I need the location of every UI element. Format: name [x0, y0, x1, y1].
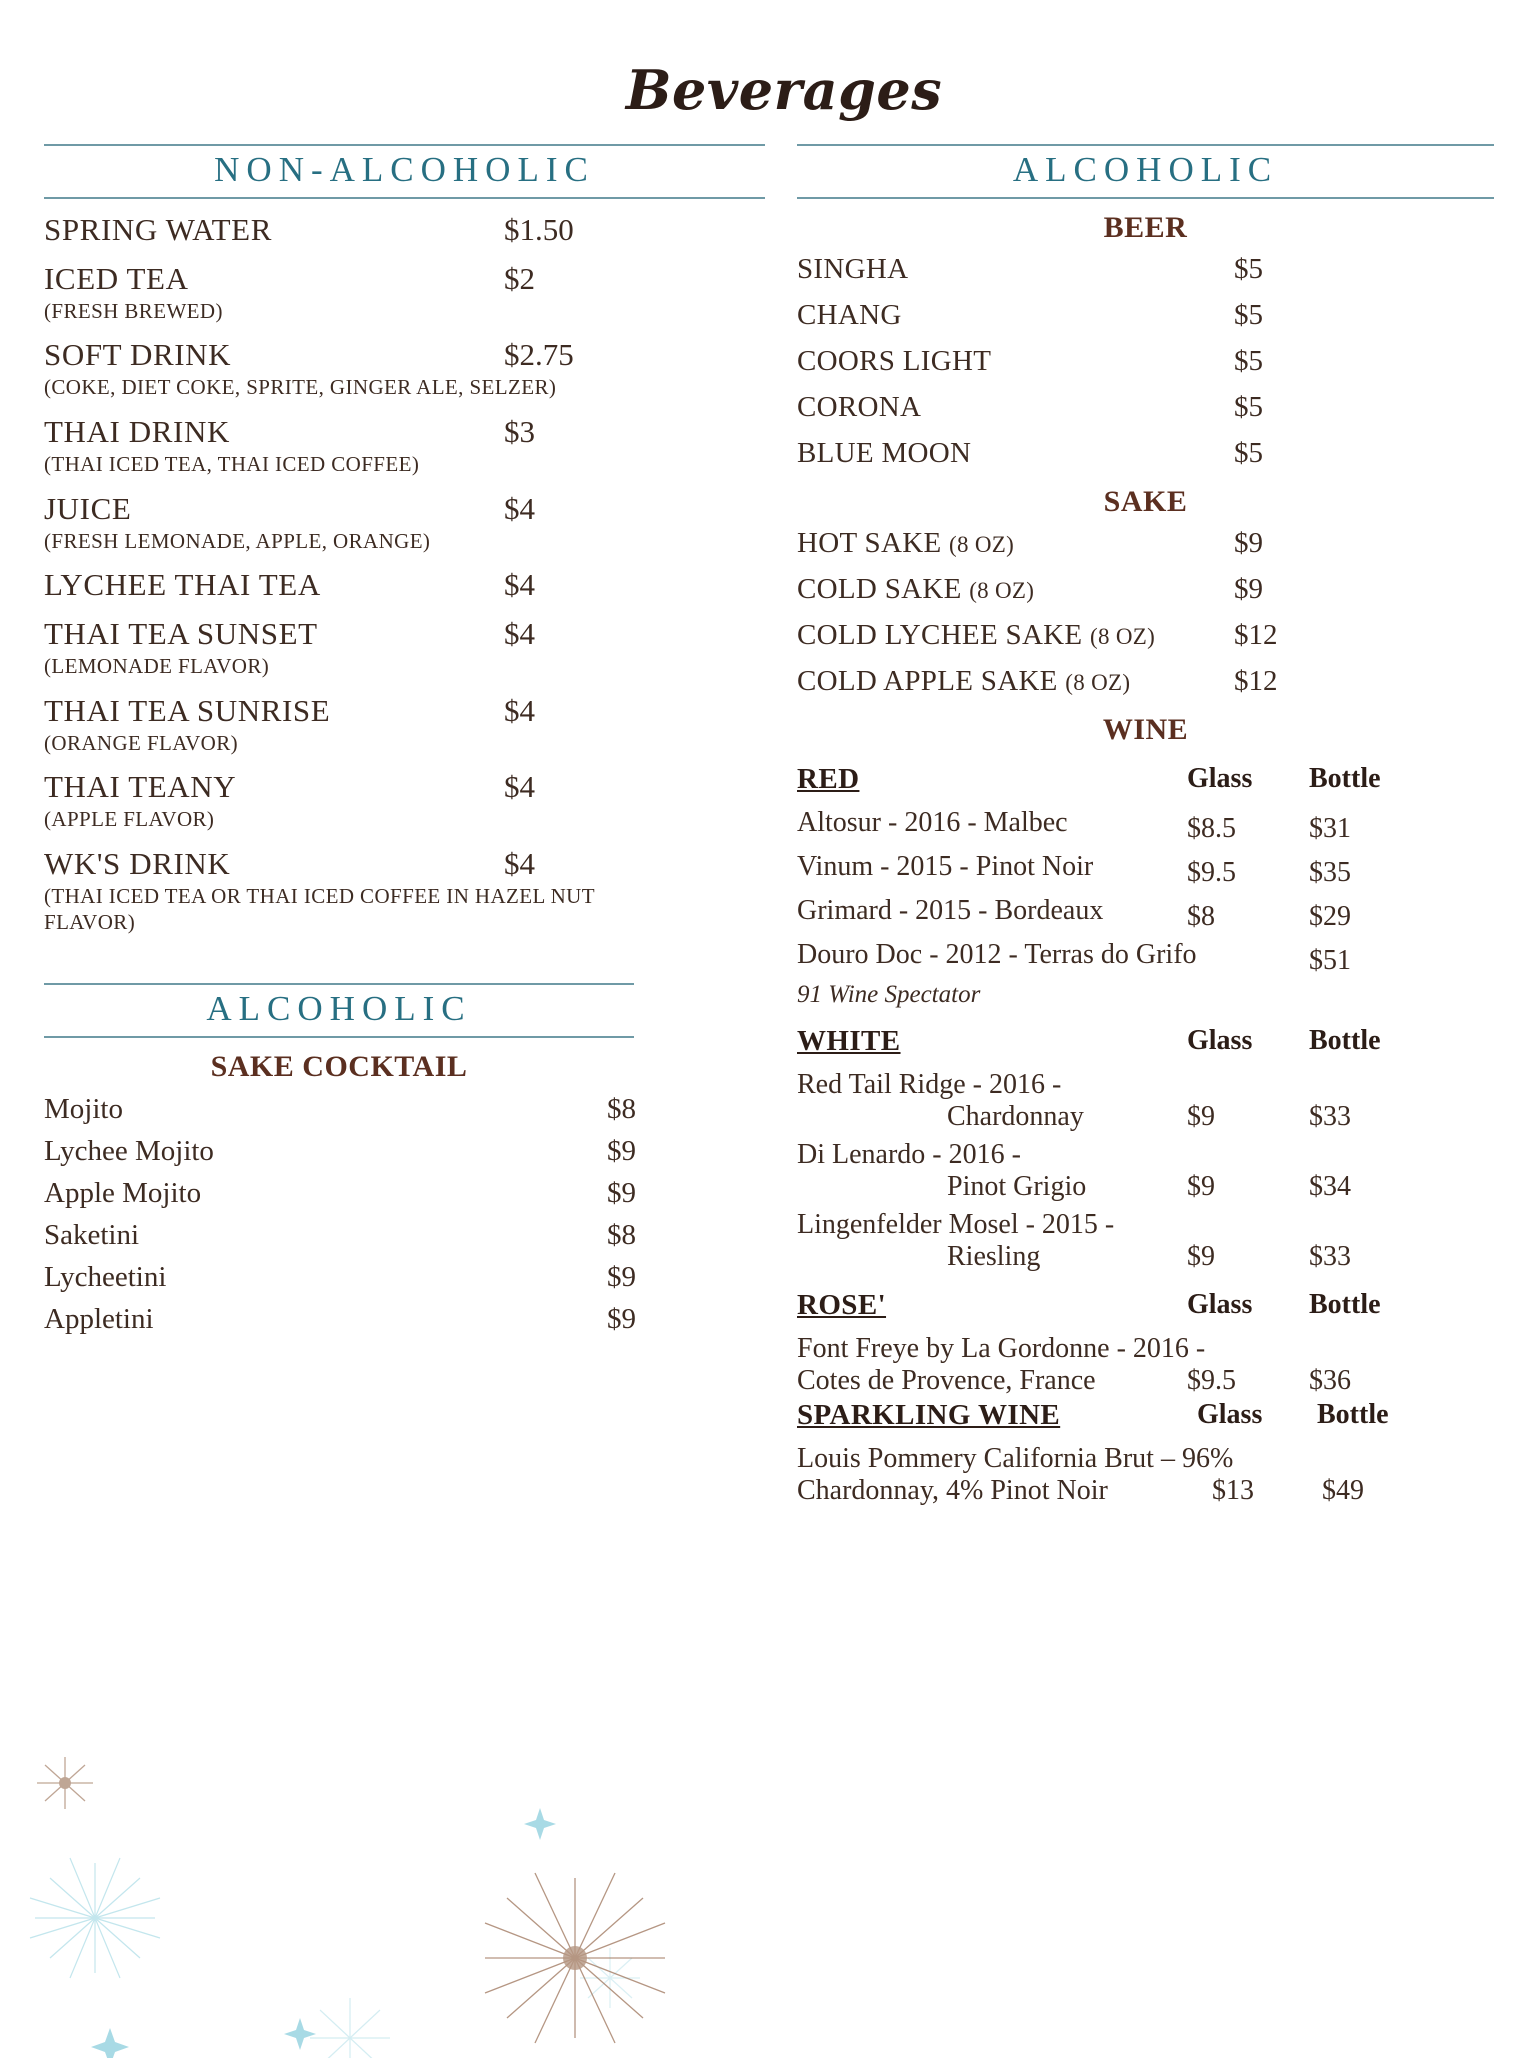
wine-glass-price: $13 — [1212, 1474, 1254, 1506]
item-name: CORONA — [797, 390, 922, 423]
list-item — [44, 1261, 765, 1294]
wine-name-line2: Chardonnay — [947, 1100, 1084, 1132]
list-item — [797, 299, 1494, 337]
item-description: (THAI ICED TEA OR THAI ICED COFFEE IN HAZEL NUT FLAVOR) — [44, 884, 595, 934]
item-name: WK'S DRINK — [44, 846, 231, 882]
column-header-glass: Glass — [1197, 1398, 1263, 1430]
wine-name-line1: Louis Pommery California Brut – 96% — [797, 1442, 1234, 1474]
wine-row — [797, 1069, 1494, 1133]
menu-item — [44, 616, 765, 680]
item-name: ICED TEA — [44, 260, 189, 296]
wine-bottle-price: $34 — [1309, 1170, 1351, 1202]
rose-wine-list — [797, 1333, 1494, 1397]
item-name: Appletini — [44, 1302, 154, 1335]
wine-category-white-header — [797, 1025, 1494, 1063]
wine-row — [797, 1139, 1494, 1203]
list-item — [797, 619, 1494, 657]
list-item — [44, 1177, 765, 1210]
item-name: CHANG — [797, 298, 902, 331]
category-label: ROSE' — [797, 1288, 887, 1321]
list-item — [44, 1219, 765, 1252]
wine-glass-price: $9.5 — [1187, 1364, 1236, 1396]
item-price: $5 — [1234, 390, 1263, 423]
item-price: $8 — [607, 1218, 636, 1251]
item-description: (LEMONADE FLAVOR) — [44, 654, 270, 679]
wine-name: Altosur - 2016 - Malbec — [797, 806, 1068, 838]
item-price: $9 — [607, 1134, 636, 1167]
list-item — [797, 391, 1494, 429]
wine-note: 91 Wine Spectator — [797, 980, 981, 1008]
item-name: HOT SAKE — [797, 526, 942, 559]
category-label: RED — [797, 762, 860, 795]
menu-item — [44, 693, 765, 757]
wine-name: Grimard - 2015 - Bordeaux — [797, 894, 1104, 926]
red-wine-list — [797, 807, 1494, 1009]
wine-bottle-price: $31 — [1309, 812, 1351, 844]
item-price: $9 — [607, 1260, 636, 1293]
item-price: $2 — [504, 260, 535, 296]
item-price: $4 — [504, 846, 535, 882]
item-price: $3 — [504, 413, 535, 449]
wine-category-sparkling-header — [797, 1399, 1494, 1437]
wine-name-line2: Riesling — [947, 1240, 1041, 1272]
item-name: LYCHEE THAI TEA — [44, 567, 321, 603]
list-item — [797, 437, 1494, 475]
item-price: $8 — [607, 1092, 636, 1125]
menu-item — [44, 846, 765, 935]
item-price: $5 — [1234, 344, 1263, 377]
list-item — [44, 1303, 765, 1336]
wine-name-line2: Chardonnay, 4% Pinot Noir — [797, 1474, 1108, 1506]
item-name: COORS LIGHT — [797, 344, 992, 377]
item-price: $12 — [1234, 664, 1278, 697]
item-price: $4 — [504, 692, 535, 728]
wine-bottle-price: $29 — [1309, 900, 1351, 932]
sake-cocktail-list — [44, 1093, 765, 1336]
item-description: (FRESH BREWED) — [44, 298, 223, 323]
item-name: JUICE — [44, 490, 132, 526]
item-description: (APPLE FLAVOR) — [44, 807, 215, 832]
left-column — [44, 144, 779, 1507]
item-name: SOFT DRINK — [44, 337, 232, 373]
list-item — [797, 345, 1494, 383]
item-price: $5 — [1234, 298, 1263, 331]
column-header-bottle: Bottle — [1309, 1288, 1381, 1320]
wine-row — [797, 895, 1494, 933]
item-name: Lycheetini — [44, 1260, 167, 1293]
menu-item — [44, 567, 765, 603]
wine-name-line1: Lingenfelder Mosel - 2015 - — [797, 1208, 1115, 1240]
category-label: WHITE — [797, 1024, 901, 1057]
item-description: (ORANGE FLAVOR) — [44, 730, 239, 755]
wine-name: Vinum - 2015 - Pinot Noir — [797, 850, 1094, 882]
item-description: (COKE, DIET COKE, SPRITE, GINGER ALE, SELZER) — [44, 375, 557, 400]
item-price: $9 — [607, 1176, 636, 1209]
subheader-wine: WINE — [1102, 712, 1189, 746]
item-price: $5 — [1234, 436, 1263, 469]
wine-name: Douro Doc - 2012 - Terras do Grifo — [797, 938, 1197, 970]
item-description: (THAI ICED TEA, THAI ICED COFFEE) — [44, 451, 420, 476]
wine-category-red-header — [797, 763, 1494, 801]
item-size: (8 OZ) — [969, 577, 1035, 603]
list-item — [797, 573, 1494, 611]
item-name: THAI DRINK — [44, 413, 230, 449]
item-name: SINGHA — [797, 252, 909, 285]
menu-item — [44, 261, 765, 325]
item-price: $9 — [607, 1302, 636, 1335]
item-size: (8 OZ) — [1065, 669, 1131, 695]
firework-decoration — [0, 1618, 820, 2058]
wine-category-rose-header — [797, 1289, 1494, 1327]
wine-bottle-price: $36 — [1309, 1364, 1351, 1396]
sake-list — [797, 527, 1494, 703]
item-name: THAI TEA SUNSET — [44, 616, 318, 652]
wine-row — [797, 1209, 1494, 1273]
wine-row — [797, 939, 1494, 977]
list-item — [44, 1093, 765, 1126]
item-size: (8 OZ) — [949, 531, 1015, 557]
item-price: $9 — [1234, 526, 1263, 559]
menu-item — [44, 769, 765, 833]
item-price: $9 — [1234, 572, 1263, 605]
page-title: Beverages — [625, 58, 943, 122]
wine-glass-price: $9 — [1187, 1170, 1215, 1202]
wine-name-line1: Font Freye by La Gordonne - 2016 - — [797, 1332, 1206, 1364]
section-header-alcoholic-left: ALCOHOLIC — [44, 983, 634, 1038]
column-header-bottle: Bottle — [1317, 1398, 1389, 1430]
menu-page — [0, 58, 1538, 2058]
non-alcoholic-list — [44, 212, 765, 935]
subheader-sake-cocktail: SAKE COCKTAIL — [210, 1049, 468, 1083]
item-name: Saketini — [44, 1218, 140, 1251]
column-header-bottle: Bottle — [1309, 762, 1381, 794]
item-size: (8 OZ) — [1090, 623, 1156, 649]
wine-row — [797, 851, 1494, 889]
list-item — [797, 665, 1494, 703]
column-header-bottle: Bottle — [1309, 1024, 1381, 1056]
wine-bottle-price: $33 — [1309, 1240, 1351, 1272]
section-header-alcoholic-right: ALCOHOLIC — [797, 144, 1494, 199]
item-name: Apple Mojito — [44, 1176, 202, 1209]
wine-row — [797, 1333, 1494, 1397]
wine-glass-price: $9 — [1187, 1100, 1215, 1132]
wine-row — [797, 807, 1494, 845]
item-description: (FRESH LEMONADE, APPLE, ORANGE) — [44, 528, 431, 553]
item-price: $12 — [1234, 618, 1278, 651]
list-item — [797, 527, 1494, 565]
item-name: BLUE MOON — [797, 436, 972, 469]
item-name: COLD LYCHEE SAKE — [797, 618, 1083, 651]
item-name: COLD SAKE — [797, 572, 962, 605]
wine-glass-price: $8 — [1187, 900, 1215, 932]
menu-item — [44, 491, 765, 555]
wine-bottle-price: $35 — [1309, 856, 1351, 888]
wine-glass-price: $9.5 — [1187, 856, 1236, 888]
list-item — [44, 1135, 765, 1168]
sparkling-wine-list — [797, 1443, 1494, 1507]
menu-item — [44, 212, 765, 248]
wine-glass-price: $8.5 — [1187, 812, 1236, 844]
menu-item — [44, 414, 765, 478]
item-price: $1.50 — [504, 211, 574, 247]
item-price: $2.75 — [504, 337, 574, 373]
menu-columns — [0, 144, 1538, 1507]
item-price: $5 — [1234, 252, 1263, 285]
wine-name-line2: Cotes de Provence, France — [797, 1364, 1096, 1396]
item-price: $4 — [504, 616, 535, 652]
item-name: THAI TEA SUNRISE — [44, 692, 331, 728]
wine-glass-price: $9 — [1187, 1240, 1215, 1272]
item-price: $4 — [504, 490, 535, 526]
section-header-non-alcoholic: NON-ALCOHOLIC — [44, 144, 765, 199]
item-price: $4 — [504, 567, 535, 603]
menu-item — [44, 337, 765, 401]
list-item — [797, 253, 1494, 291]
wine-bottle-price: $51 — [1309, 944, 1351, 976]
wine-name-line2: Pinot Grigio — [947, 1170, 1087, 1202]
item-name: SPRING WATER — [44, 211, 272, 247]
wine-bottle-price: $33 — [1309, 1100, 1351, 1132]
subheader-beer: BEER — [1103, 210, 1188, 244]
wine-name-line1: Red Tail Ridge - 2016 - — [797, 1068, 1062, 1100]
wine-row — [797, 1443, 1494, 1507]
white-wine-list — [797, 1069, 1494, 1273]
right-column — [779, 144, 1494, 1507]
column-header-glass: Glass — [1187, 762, 1253, 794]
item-name: THAI TEANY — [44, 769, 237, 805]
item-price: $4 — [504, 769, 535, 805]
item-name: Mojito — [44, 1092, 123, 1125]
column-header-glass: Glass — [1187, 1288, 1253, 1320]
column-header-glass: Glass — [1187, 1024, 1253, 1056]
wine-bottle-price: $49 — [1322, 1474, 1364, 1506]
wine-name-line1: Di Lenardo - 2016 - — [797, 1138, 1021, 1170]
category-label: SPARKLING WINE — [797, 1398, 1061, 1431]
item-name: Lychee Mojito — [44, 1134, 214, 1167]
item-name: COLD APPLE SAKE — [797, 664, 1058, 697]
beer-list — [797, 253, 1494, 475]
subheader-sake: SAKE — [1103, 484, 1188, 518]
